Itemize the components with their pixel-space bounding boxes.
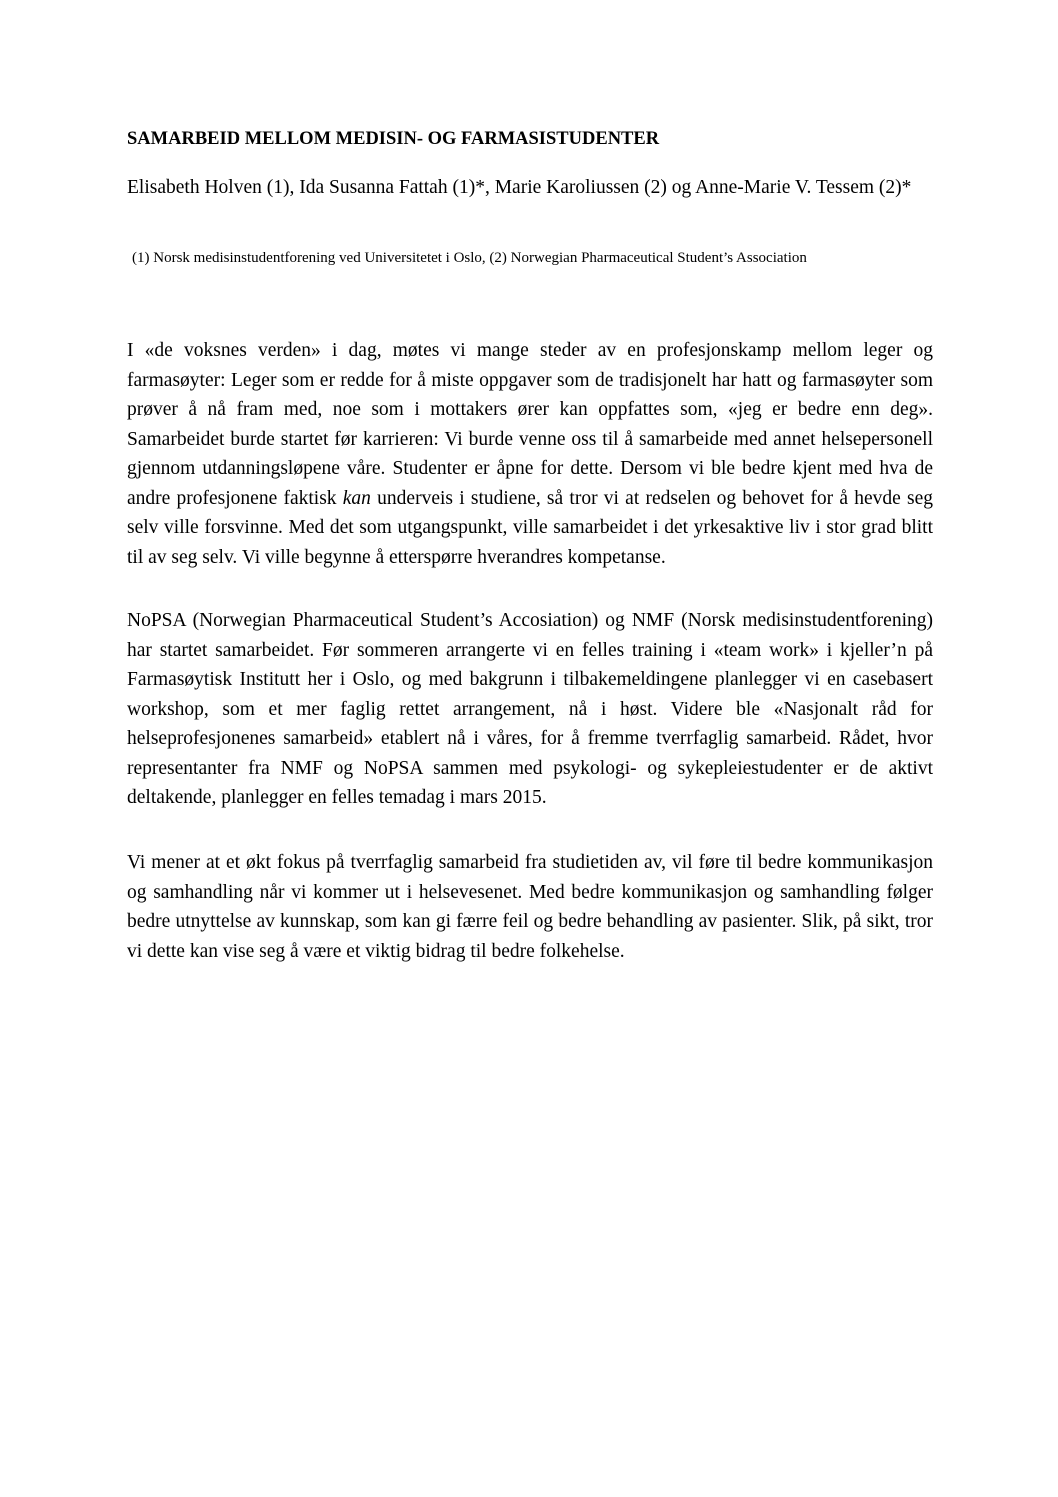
document-title: SAMARBEID MELLOM MEDISIN- OG FARMASISTUDENTER: [127, 129, 660, 149]
paragraph-1-emphasis: kan: [342, 487, 371, 509]
paragraph-1-text-end: underveis i studiene, så tror vi at redselen og behovet for å hevde seg selv ville forsvinne. Med det som utgangspunkt, ville samarbeidet i det yrkesaktive liv i stor grad blitt til av seg selv. Vi ville begynne å etterspørre hverandres kompetanse.: [127, 487, 933, 568]
author-list: Elisabeth Holven (1), Ida Susanna Fattah (1)*, Marie Karoliussen (2) og Anne-Marie V. Tessem (2)*: [127, 177, 912, 198]
paragraph-3: Vi mener at et økt fokus på tverrfaglig samarbeid fra studietiden av, vil føre til bedre kommunikasjon og samhandling når vi kommer ut i helsevesenet. Med bedre kommunikasjon og samhandling følger bedre utnyttelse av kunnskap, som kan gi færre feil og bedre behandling av pasienter. Slik, på sikt, tror vi dette kan vise seg å være et viktig bidrag til bedre folkehelse.: [127, 852, 933, 962]
paragraph-1: [127, 336, 933, 572]
paragraph-1-text-start: I «de voksnes verden» i dag, møtes vi mange steder av en profesjonskamp mellom leger og farmasøyter: Leger som er redde for å miste oppgaver som de tradisjonelt har hatt og farmasøyter som prøver å nå fram med, noe som i mottakers ører kan oppfattes som, «jeg er bedre enn deg». Samarbeidet burde startet før karrieren: Vi burde venne oss til å samarbeide med annet helsepersonell gjennom utdanningsløpene våre. Studenter er åpne for dette. Dersom vi ble bedre kjent med hva de andre profesjonene faktisk: [127, 340, 933, 509]
affiliation-list: (1) Norsk medisinstudentforening ved Universitetet i Oslo, (2) Norwegian Pharmaceutical Student’s Association: [132, 250, 807, 266]
paragraph-2: NoPSA (Norwegian Pharmaceutical Student’s Accosiation) og NMF (Norsk medisinstudentforening) har startet samarbeidet. Før sommeren arrangerte vi en felles training i «team work» i kjeller’n på Farmasøytisk Institutt her i Oslo, og med bakgrunn i tilbakemeldingene planlegger vi en casebasert workshop, som et mer faglig rettet arrangement, nå i høst. Videre ble «Nasjonalt råd for helseprofesjonenes samarbeid» etablert nå i våres, for å fremme tverrfaglig samarbeid. Rådet, hvor representanter fra NMF og NoPSA sammen med psykologi- og sykepleiestudenter er de aktivt deltakende, planlegger en felles temadag i mars 2015.: [127, 610, 933, 808]
